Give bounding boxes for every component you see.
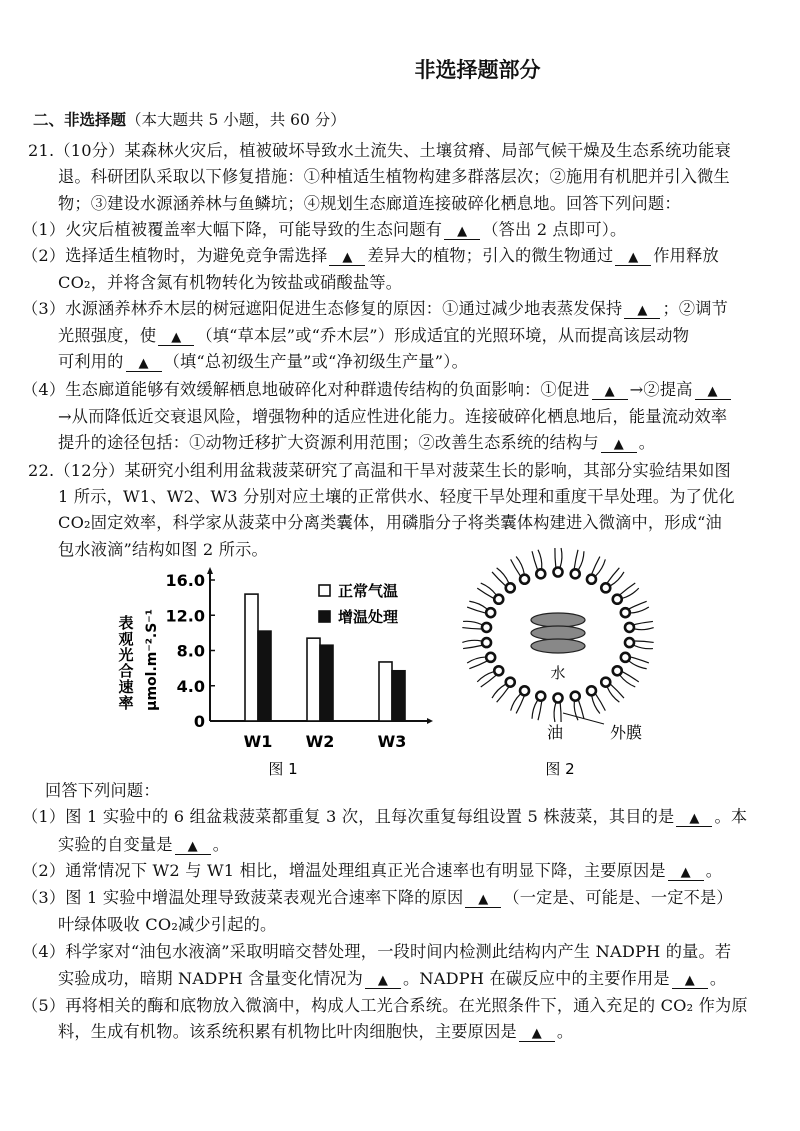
lipid-head bbox=[520, 686, 529, 695]
lipid-tail bbox=[538, 550, 542, 569]
y-tick-label: 0 bbox=[193, 712, 205, 731]
x-tick-label: W1 bbox=[243, 732, 273, 751]
lipid-tail bbox=[467, 657, 485, 663]
lipid-tail bbox=[635, 628, 654, 630]
lipid-head bbox=[482, 638, 491, 647]
q22_questions-line: 实验成功，暗期 NADPH 含量变化情况为 ▲ 。NADPH 在碳反应中的主要作用是 ▲ 。 bbox=[58, 969, 727, 988]
lipid-head bbox=[601, 583, 610, 592]
lipid-head bbox=[554, 694, 563, 703]
answer-blank[interactable]: ▲ bbox=[126, 356, 162, 372]
lipid-tail bbox=[516, 696, 524, 713]
y-axis-title: 表观光合速率 bbox=[118, 614, 134, 712]
answer-blank[interactable]: ▲ bbox=[175, 839, 211, 855]
lipid-tail bbox=[634, 621, 653, 624]
lipid-head bbox=[536, 569, 545, 578]
lipid-tail bbox=[623, 588, 639, 598]
q21-line: 可利用的 ▲ （填“总初级生产量”或“净初级生产量”）。 bbox=[58, 352, 468, 371]
figure-2-caption: 图 2 bbox=[545, 760, 575, 778]
lipid-tail bbox=[462, 628, 481, 629]
lipid-tail bbox=[607, 687, 619, 702]
lipid-tail bbox=[463, 645, 482, 648]
lipid-tail bbox=[634, 645, 653, 648]
lipid-tail bbox=[574, 702, 578, 721]
y-tick-label: 4.0 bbox=[176, 676, 205, 696]
q21-line: 物；③建设水源涵养林与鱼鳞坑；④规划生态廊道连接破碎化栖息地。回答下列问题： bbox=[58, 194, 681, 213]
lipid-head bbox=[625, 623, 634, 632]
lipid-tail bbox=[554, 703, 556, 722]
lipid-head bbox=[486, 608, 495, 617]
lipid-head bbox=[554, 568, 563, 577]
q21-line: （3）水源涵养林乔木层的树冠遮阳促进生态修复的原因：①通过减少地表蒸发保持 ▲ ；②调节 bbox=[22, 299, 729, 318]
q22_intro-line: CO₂固定效率，科学家从菠菜中分离类囊体，用磷脂分子将类囊体构建进入微滴中，形成“油 bbox=[58, 513, 722, 532]
lipid-head bbox=[621, 608, 630, 617]
q22_intro-line: 包水液滴”结构如图 2 所示。 bbox=[58, 540, 268, 559]
lipid-head bbox=[506, 678, 515, 687]
lipid-tail bbox=[481, 583, 496, 595]
figure-1-caption: 图 1 bbox=[268, 760, 298, 778]
lipid-head bbox=[601, 678, 610, 687]
answer-blank[interactable]: ▲ bbox=[668, 865, 704, 881]
water-label: 水 bbox=[550, 664, 566, 682]
lipid-tail bbox=[560, 548, 562, 567]
lipid-tail bbox=[555, 548, 556, 567]
y-tick-label: 8.0 bbox=[176, 641, 205, 661]
lipid-head bbox=[494, 595, 503, 604]
answer-blank[interactable]: ▲ bbox=[444, 224, 480, 240]
lipid-head bbox=[613, 595, 622, 604]
thylakoid-stack bbox=[531, 613, 585, 653]
oil-label: 油 bbox=[546, 723, 564, 742]
lipid-tail bbox=[463, 621, 482, 624]
lipid-head bbox=[571, 569, 580, 578]
q21-line: 退。科研团队采取以下修复措施：①种植适生植物构建多群落层次；②施用有机肥并引入微生 bbox=[58, 167, 730, 186]
y-tick-label: 16.0 bbox=[165, 571, 205, 590]
lipid-tail bbox=[596, 694, 606, 710]
lipid-tail bbox=[579, 551, 584, 569]
q21-line: （2）选择适生植物时，为避免竞争需选择 ▲ 差异大的植物；引入的微生物通过 ▲ 作用释放 bbox=[22, 246, 719, 265]
lipid-head bbox=[536, 692, 545, 701]
q22_intro-line: 1 所示，W1、W2、W3 分别对应土壤的正常供水、轻度干旱处理和重度干旱处理。为了优化 bbox=[58, 487, 735, 506]
q22_questions-line: 料，生成有机物。该系统积累有机物比叶肉细胞快，主要原因是 ▲ 。 bbox=[58, 1022, 574, 1041]
q21-line: CO₂，并将含氮有机物转化为铵盐或硝酸盐等。 bbox=[58, 273, 403, 292]
lipid-tail bbox=[511, 559, 521, 575]
lipid-tail bbox=[629, 601, 646, 609]
answer-blank[interactable]: ▲ bbox=[365, 973, 401, 989]
lipid-tail bbox=[635, 641, 654, 642]
lipid-head bbox=[482, 623, 491, 632]
section-title: 二、非选择题 bbox=[33, 110, 127, 129]
lipid-tail bbox=[477, 672, 493, 682]
answer-blank[interactable]: ▲ bbox=[592, 384, 628, 400]
answer-blank[interactable]: ▲ bbox=[624, 303, 660, 319]
lipid-tail bbox=[631, 657, 649, 663]
lipid-tail bbox=[492, 684, 505, 698]
lipid-head bbox=[587, 575, 596, 584]
answer-blank[interactable]: ▲ bbox=[158, 330, 194, 346]
lipid-head bbox=[613, 666, 622, 675]
answer-blank[interactable]: ▲ bbox=[601, 437, 637, 453]
q22_questions-line: （3）图 1 实验中增温处理导致菠菜表观光合速率下降的原因 ▲ （一定是、可能是、一定不是） bbox=[22, 888, 733, 907]
lipid-head bbox=[571, 692, 580, 701]
answer-blank[interactable]: ▲ bbox=[695, 384, 731, 400]
q21-line: 21.（10分）某森林火灾后，植被破坏导致水土流失、土壤贫瘠、局部气候干燥及生态系统功能衰 bbox=[28, 141, 731, 160]
lipid-tail bbox=[560, 703, 561, 722]
q22_questions-line: （2）通常情况下 W2 与 W1 相比，增温处理组真正光合速率也有明显下降，主要原因是 ▲ 。 bbox=[22, 861, 723, 880]
q22_questions-line: 实验的自变量是 ▲ 。 bbox=[58, 835, 230, 854]
lipid-tail bbox=[574, 550, 578, 569]
y-axis-unit: μmol.m⁻².S⁻¹ bbox=[144, 609, 160, 711]
lipid-head bbox=[625, 638, 634, 647]
legend-label: 增温处理 bbox=[338, 608, 399, 626]
lipid-tail bbox=[538, 702, 542, 721]
lipid-tail bbox=[462, 640, 481, 642]
q22_questions-line: 叶绿体吸收 CO₂减少引起的。 bbox=[58, 915, 277, 934]
lipid-tail bbox=[532, 551, 537, 569]
lipid-head bbox=[587, 686, 596, 695]
lipid-head bbox=[520, 575, 529, 584]
lipid-head bbox=[506, 583, 515, 592]
y-tick-label: 12.0 bbox=[165, 606, 205, 626]
answer-blank[interactable]: ▲ bbox=[615, 250, 651, 266]
q22_questions-line: （1）图 1 实验中的 6 组盆栽菠菜都重复 3 次，且每次重复每组设置 5 株菠菜，其目的是 ▲ 。本 bbox=[22, 807, 748, 826]
x-tick-label: W2 bbox=[305, 732, 335, 751]
q22_questions-line: （4）科学家对“油包水液滴”采取明暗交替处理，一段时间内检测此结构内产生 NADPH 的量。若 bbox=[22, 942, 732, 961]
lipid-head bbox=[621, 653, 630, 662]
lipid-tail bbox=[467, 607, 485, 613]
q21-line: 光照强度，使 ▲ （填“草本层”或“乔木层”）形成适宜的光照环境，从而提高该层动物 bbox=[58, 326, 690, 345]
answer-blank[interactable]: ▲ bbox=[465, 892, 501, 908]
q21-line: （4）生态廊道能够有效缓解栖息地破碎化对种群遗传结构的负面影响：①促进 ▲ →②提高 ▲ bbox=[22, 380, 733, 400]
lipid-tail bbox=[629, 661, 646, 669]
lipid-tail bbox=[631, 607, 649, 613]
lipid-tail bbox=[620, 675, 635, 687]
lipid-tail bbox=[469, 601, 486, 609]
answer-blank[interactable]: ▲ bbox=[676, 811, 712, 827]
answer-blank[interactable]: ▲ bbox=[329, 250, 365, 266]
q21-line: 提升的途径包括：①动物迁移扩大资源利用范围；②改善生态系统的结构与 ▲ 。 bbox=[58, 433, 656, 452]
q22_questions-line: 回答下列问题： bbox=[45, 781, 160, 800]
membrane-label: 外膜 bbox=[609, 723, 643, 742]
q21-line: →从而降低近交衰退风险，增强物种的适应性进化能力。连接破碎化栖息地后，能量流动效率 bbox=[58, 407, 728, 426]
lipid-head bbox=[494, 666, 503, 675]
legend-label: 正常气温 bbox=[338, 582, 399, 600]
answer-blank[interactable]: ▲ bbox=[672, 973, 708, 989]
q21-line: （1）火灾后植被覆盖率大幅下降，可能导致的生态问题有 ▲ （答出 2 点即可）。 bbox=[22, 220, 627, 239]
lipid-tail bbox=[592, 557, 600, 574]
lipid-head bbox=[486, 653, 495, 662]
page-title: 非选择题部分 bbox=[414, 58, 541, 82]
q22_questions-line: （5）再将相关的酶和底物放入微滴中，构成人工光合系统。在光照条件下，通入充足的 CO₂ 作为原 bbox=[22, 996, 748, 1015]
x-tick-label: W3 bbox=[377, 732, 407, 751]
section-note: （本大题共 5 小题，共 60 分） bbox=[126, 111, 346, 129]
q22_intro-line: 22.（12分）某研究小组利用盆栽菠菜研究了高温和干旱对菠菜生长的影响，其部分实验结果如图 bbox=[28, 461, 731, 480]
lipid-tail bbox=[579, 700, 584, 718]
lipid-tail bbox=[611, 572, 624, 586]
lipid-tail bbox=[532, 700, 537, 718]
lipid-tail bbox=[469, 661, 486, 669]
answer-blank[interactable]: ▲ bbox=[519, 1026, 555, 1042]
lipid-tail bbox=[497, 568, 509, 583]
